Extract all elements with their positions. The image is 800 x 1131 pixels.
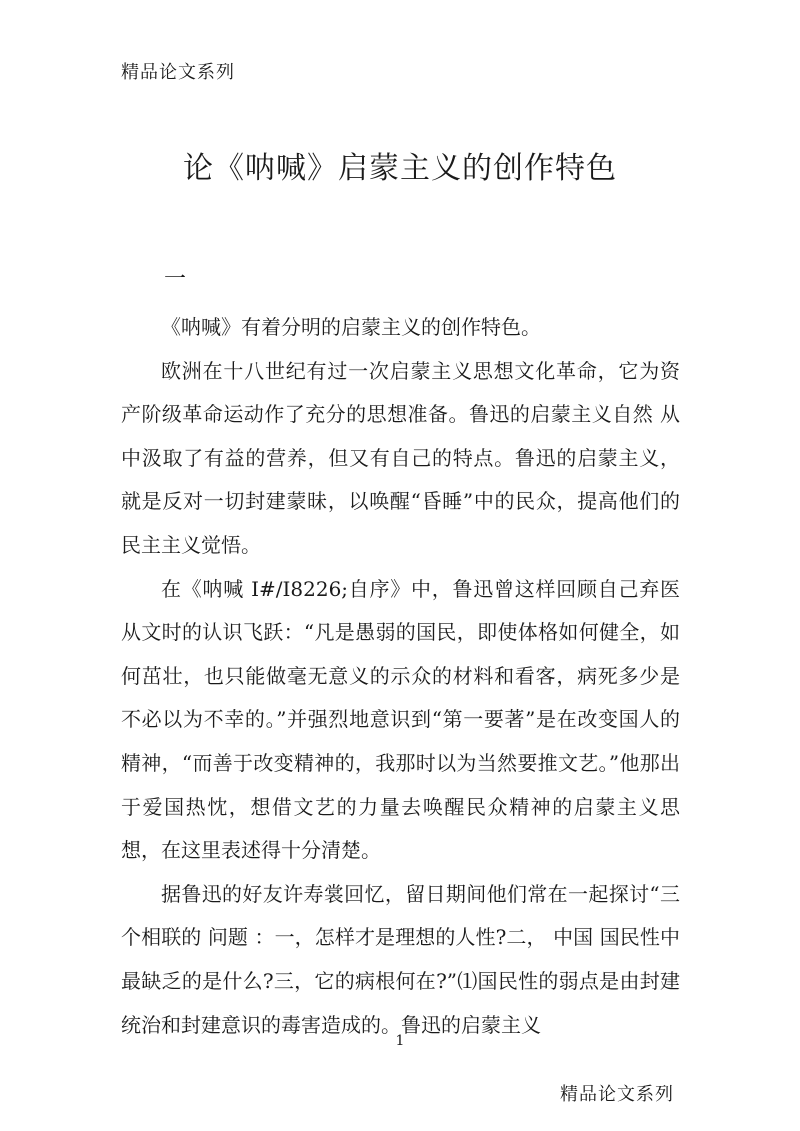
paragraph-2: 欧洲在十八世纪有过一次启蒙主义思想文化革命，它为资产阶级革命运动作了充分的思想准备。鲁迅的启蒙主义自然 从中汲取了有益的营养，但又有自己的特点。鲁迅的启蒙主义，就是反对一切封建蒙昧，以唤醒“昏睡”中的民众，提高他们的民主主义觉悟。 — [121, 358, 680, 557]
body-text — [121, 306, 680, 1047]
section-number: 一 — [164, 267, 187, 292]
document-title: 论《呐喊》启蒙主义的创作特色 — [183, 151, 617, 186]
paragraph-1: 《呐喊》有着分明的启蒙主义的创作特色。 — [161, 315, 541, 339]
paragraph-4: 据鲁迅的好友许寿裳回忆，留日期间他们常在一起探讨“三个相联的 问题 ：一，怎样才是理想的人性?二， 中国 国民性中最缺乏的是什么?三，它的病根何在?”⑴国民性的弱点是由封建统治和封建意识的毒害造成的。鲁迅的启蒙主义 — [121, 881, 680, 1037]
page-number: 1 — [395, 1033, 405, 1049]
header-series-label: 精品论文系列 — [121, 62, 235, 83]
paragraph-3: 在《呐喊 I#/I8226;自序》中，鲁迅曾这样回顾自己弃医从文时的认识飞跃：“凡是愚弱的国民，即使体格如何健全，如何茁壮，也只能做毫无意义的示众的材料和看客，病死多少是不必以为不幸的。”并强烈地意识到“第一要著”是在改变国人的精神，“而善于改变精神的，我那时以为当然要推文艺。”他那出于爱国热忱，想借文艺的力量去唤醒民众精神的启蒙主义思想，在这里表述得十分清楚。 — [121, 576, 680, 863]
footer-series-label: 精品论文系列 — [560, 1084, 674, 1105]
